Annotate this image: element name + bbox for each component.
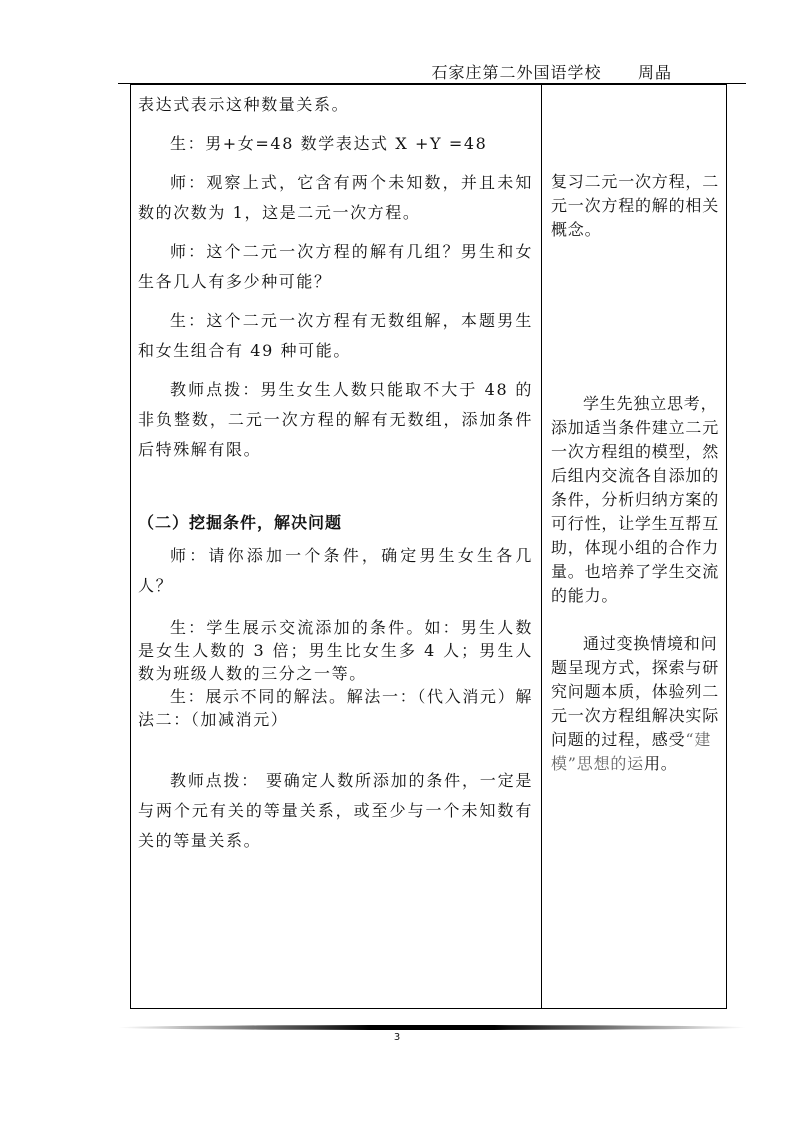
paragraph-teacher-request: 师：请你添加一个条件，确定男生女生各几人？ (138, 546, 533, 595)
paragraph-student-equation: 生：男+女=48 数学表达式 X +Y =48 (170, 134, 488, 153)
column-divider (541, 84, 542, 1009)
paragraph-expression: 表达式表示这种数量关系。 (138, 95, 350, 114)
note-review: 复习二元一次方程，二元一次方程的解的相关概念。 (551, 172, 720, 239)
header-school: 石家庄第二外国语学校 (431, 63, 602, 82)
paragraph-student-conditions: 生：学生展示交流添加的条件。如：男生人数是女生人数的 3 倍；男生比女生多 4 人；男生人数为班级人数的三分之一等。 (138, 618, 533, 683)
paragraph-student-answer: 生：这个二元一次方程有无数组解，本题男生和女生组合有 49 种可能。 (138, 311, 533, 360)
lesson-content-column (138, 90, 533, 856)
paragraph-teacher-question: 师：这个二元一次方程的解有几组？男生和女生各几人有多少种可能？ (138, 242, 533, 291)
page-header (431, 60, 672, 83)
note-modeling-text: 通过变换情境和问题呈现方式，探索与研究问题本质，体验列二元一次方程组解决实际问题的过程，感受 (551, 634, 720, 749)
design-notes-column (551, 170, 719, 776)
paragraph-teacher-summary: 教师点拨： 要确定人数所添加的条件，一定是与两个元有关的等量关系，或至少与一个未知数有关的等量关系。 (138, 771, 533, 850)
paragraph-student-methods: 生：展示不同的解法。解法一：（代入消元）解法二：（加减消元） (138, 687, 533, 729)
note-modeling-highlight: “建模”思想的运 (551, 730, 712, 773)
footer-rule (118, 1025, 746, 1030)
note-independent-thinking: 学生先独立思考，添加适当条件建立二元一次方程组的模型，然后组内交流各自添加的条件，分析归纳方案的可行性，让学生互帮互助，体现小组的合作力量。也培养了学生交流的能力。 (551, 394, 720, 605)
note-modeling (551, 632, 719, 776)
section-heading: （二）挖掘条件，解决问题 (138, 513, 343, 532)
paragraph-teacher-tip: 教师点拨：男生女生人数只能取不大于 48 的非负整数，二元一次方程的解有无数组，添加条件后特殊解有限。 (138, 380, 533, 459)
paragraph-teacher-observe: 师：观察上式，它含有两个未知数，并且未知数的次数为 1，这是二元一次方程。 (138, 173, 533, 222)
note-modeling-end: 用。 (643, 754, 678, 773)
header-author: 周晶 (637, 63, 672, 82)
page-number: 3 (393, 1032, 401, 1043)
